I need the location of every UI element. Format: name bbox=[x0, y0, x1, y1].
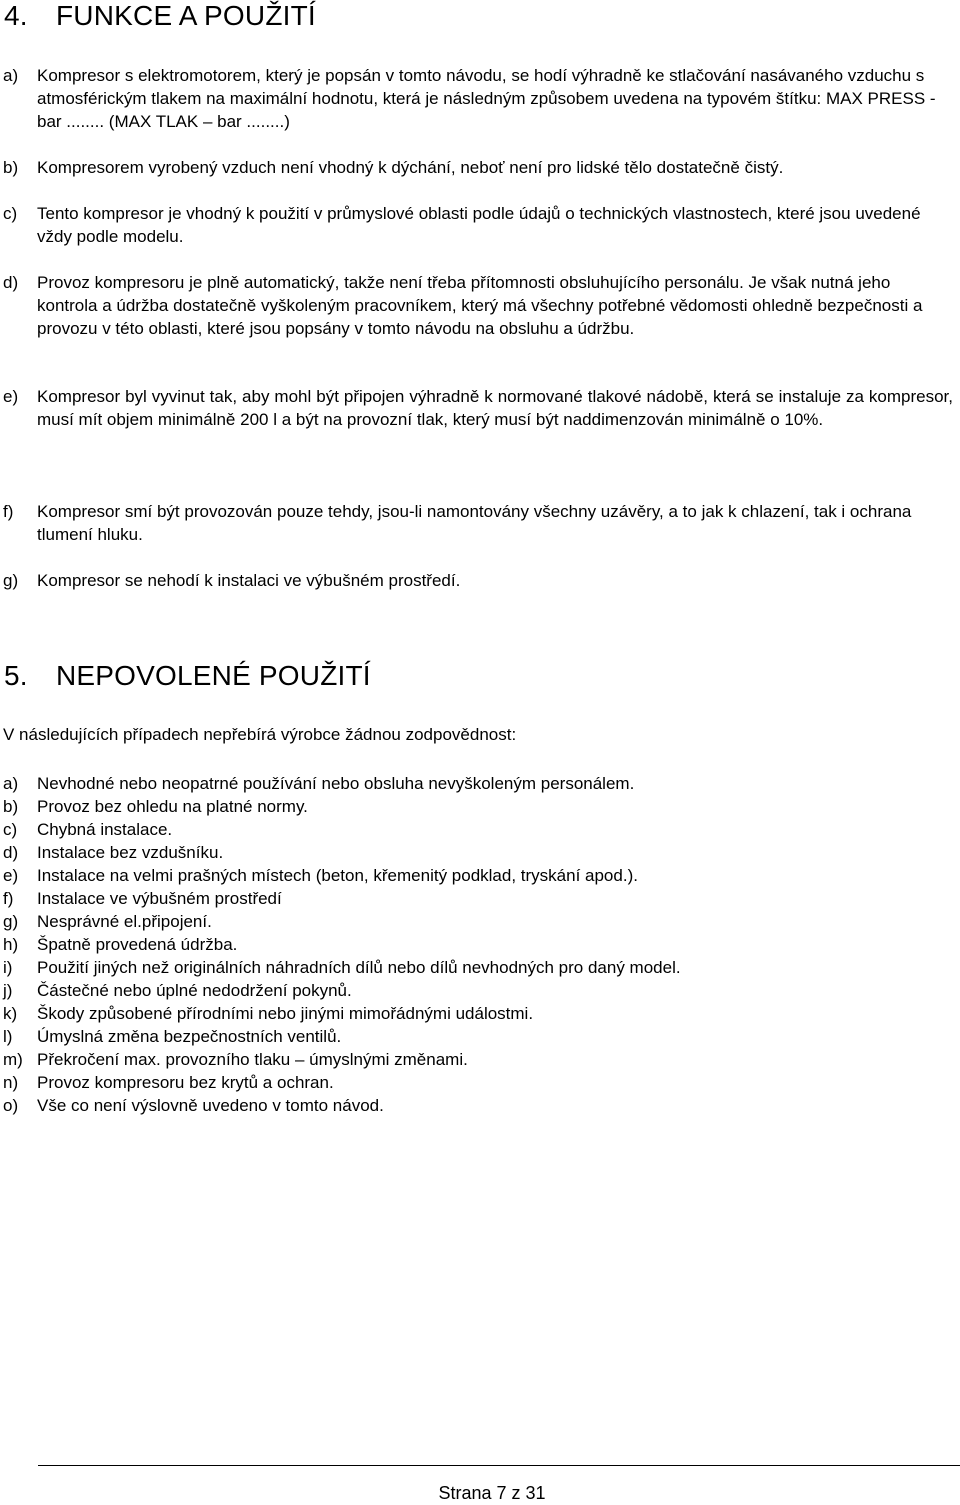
section-4-number: 4. bbox=[4, 0, 28, 31]
page-footer bbox=[0, 1483, 960, 1504]
section-4-item-f bbox=[3, 500, 953, 546]
list-item bbox=[3, 795, 953, 818]
item-label: m) bbox=[3, 1050, 23, 1069]
section-5-number: 5. bbox=[4, 660, 28, 691]
item-text: Kompresor se nehodí k instalaci ve výbušném prostředí. bbox=[37, 571, 461, 590]
list-item bbox=[3, 1048, 953, 1071]
item-text: Škody způsobené přírodními nebo jinými mimořádnými událostmi. bbox=[37, 1004, 534, 1023]
item-text: Kompresorem vyrobený vzduch není vhodný k dýchání, neboť není pro lidské tělo dostatečně čistý. bbox=[37, 158, 784, 177]
item-text: Špatně provedená údržba. bbox=[37, 935, 238, 954]
item-text: Kompresor byl vyvinut tak, aby mohl být připojen výhradně k normované tlakové nádobě, která se instaluje za kompresor, musí mít objem minimálně 200 l a být na provozní tlak, který musí být naddimenzován minimálně o 10%. bbox=[37, 387, 953, 429]
item-label: e) bbox=[3, 866, 19, 885]
section-5-heading bbox=[4, 660, 371, 692]
item-text: Instalace ve výbušném prostředí bbox=[37, 889, 282, 908]
item-label: l) bbox=[3, 1027, 13, 1046]
section-5-intro: V následujících případech nepřebírá výrobce žádnou zodpovědnost: bbox=[3, 725, 517, 744]
item-label: h) bbox=[3, 935, 19, 954]
page-number: Strana 7 z 31 bbox=[438, 1483, 546, 1503]
section-4-item-a bbox=[3, 64, 953, 133]
section-4-item-g bbox=[3, 569, 953, 592]
list-item bbox=[3, 1094, 953, 1117]
item-label: a) bbox=[3, 66, 19, 85]
item-label: b) bbox=[3, 158, 19, 177]
item-text: Částečné nebo úplné nedodržení pokynů. bbox=[37, 981, 352, 1000]
list-item bbox=[3, 772, 953, 795]
item-text: Překročení max. provozního tlaku – úmyslnými změnami. bbox=[37, 1050, 468, 1069]
item-text: Použití jiných než originálních náhradních dílů nebo dílů nevhodných pro daný model. bbox=[37, 958, 681, 977]
item-label: e) bbox=[3, 387, 19, 406]
item-label: k) bbox=[3, 1004, 18, 1023]
item-text: Instalace na velmi prašných místech (beton, křemenitý podklad, tryskání apod.). bbox=[37, 866, 638, 885]
item-label: n) bbox=[3, 1073, 19, 1092]
item-label: c) bbox=[3, 820, 18, 839]
section-5-list bbox=[3, 772, 953, 1117]
item-text: Provoz kompresoru bez krytů a ochran. bbox=[37, 1073, 334, 1092]
item-text: Vše co není výslovně uvedeno v tomto návod. bbox=[37, 1096, 384, 1115]
section-4-item-d bbox=[3, 271, 953, 340]
item-label: c) bbox=[3, 204, 18, 223]
item-text: Nesprávné el.připojení. bbox=[37, 912, 212, 931]
section-5-title: NEPOVOLENÉ POUŽITÍ bbox=[56, 660, 371, 691]
item-text: Chybná instalace. bbox=[37, 820, 173, 839]
list-item bbox=[3, 1071, 953, 1094]
list-item bbox=[3, 910, 953, 933]
list-item bbox=[3, 1025, 953, 1048]
item-label: a) bbox=[3, 774, 19, 793]
item-text: Tento kompresor je vhodný k použití v průmyslové oblasti podle údajů o technických vlastnostech, které jsou uvedené vždy podle modelu. bbox=[37, 204, 921, 246]
list-item bbox=[3, 933, 953, 956]
list-item bbox=[3, 841, 953, 864]
item-label: d) bbox=[3, 843, 19, 862]
item-text: Provoz kompresoru je plně automatický, takže není třeba přítomnosti obsluhujícího personálu. Je však nutná jeho kontrola a údržba dostatečně vyškoleným pracovníkem, který má všechny potřebné vědomosti ohledně bezpečnosti a provozu v této oblasti, které jsou popsány v tomto návodu na obsluhu a údržbu. bbox=[37, 273, 923, 338]
item-label: g) bbox=[3, 571, 19, 590]
footer-divider bbox=[38, 1465, 960, 1466]
item-label: f) bbox=[3, 502, 14, 521]
item-label: i) bbox=[3, 958, 13, 977]
list-item bbox=[3, 956, 953, 979]
section-4-item-c bbox=[3, 202, 953, 248]
item-label: o) bbox=[3, 1096, 19, 1115]
section-4-item-e bbox=[3, 385, 953, 431]
list-item bbox=[3, 818, 953, 841]
item-label: b) bbox=[3, 797, 19, 816]
item-text: Instalace bez vzdušníku. bbox=[37, 843, 224, 862]
list-item bbox=[3, 979, 953, 1002]
item-text: Nevhodné nebo neopatrné používání nebo obsluha nevyškoleným personálem. bbox=[37, 774, 635, 793]
item-label: g) bbox=[3, 912, 19, 931]
section-4-heading bbox=[4, 0, 316, 32]
section-4-title: FUNKCE A POUŽITÍ bbox=[56, 0, 316, 31]
list-item bbox=[3, 864, 953, 887]
item-text: Kompresor smí být provozován pouze tehdy, jsou-li namontovány všechny uzávěry, a to jak k chlazení, tak i ochrana tlumení hluku. bbox=[37, 502, 912, 544]
item-label: j) bbox=[3, 981, 13, 1000]
list-item bbox=[3, 1002, 953, 1025]
item-text: Úmyslná změna bezpečnostních ventilů. bbox=[37, 1027, 342, 1046]
item-text: Provoz bez ohledu na platné normy. bbox=[37, 797, 308, 816]
item-label: f) bbox=[3, 889, 14, 908]
item-text: Kompresor s elektromotorem, který je popsán v tomto návodu, se hodí výhradně ke stlačování nasávaného vzduchu s atmosférickým tlakem na maximální hodnotu, která je následným způsobem uvedena na typovém štítku: MAX PRESS - bar ........ (MAX TLAK – bar ........) bbox=[37, 66, 936, 131]
list-item bbox=[3, 887, 953, 910]
section-4-item-b bbox=[3, 156, 953, 179]
item-label: d) bbox=[3, 273, 19, 292]
